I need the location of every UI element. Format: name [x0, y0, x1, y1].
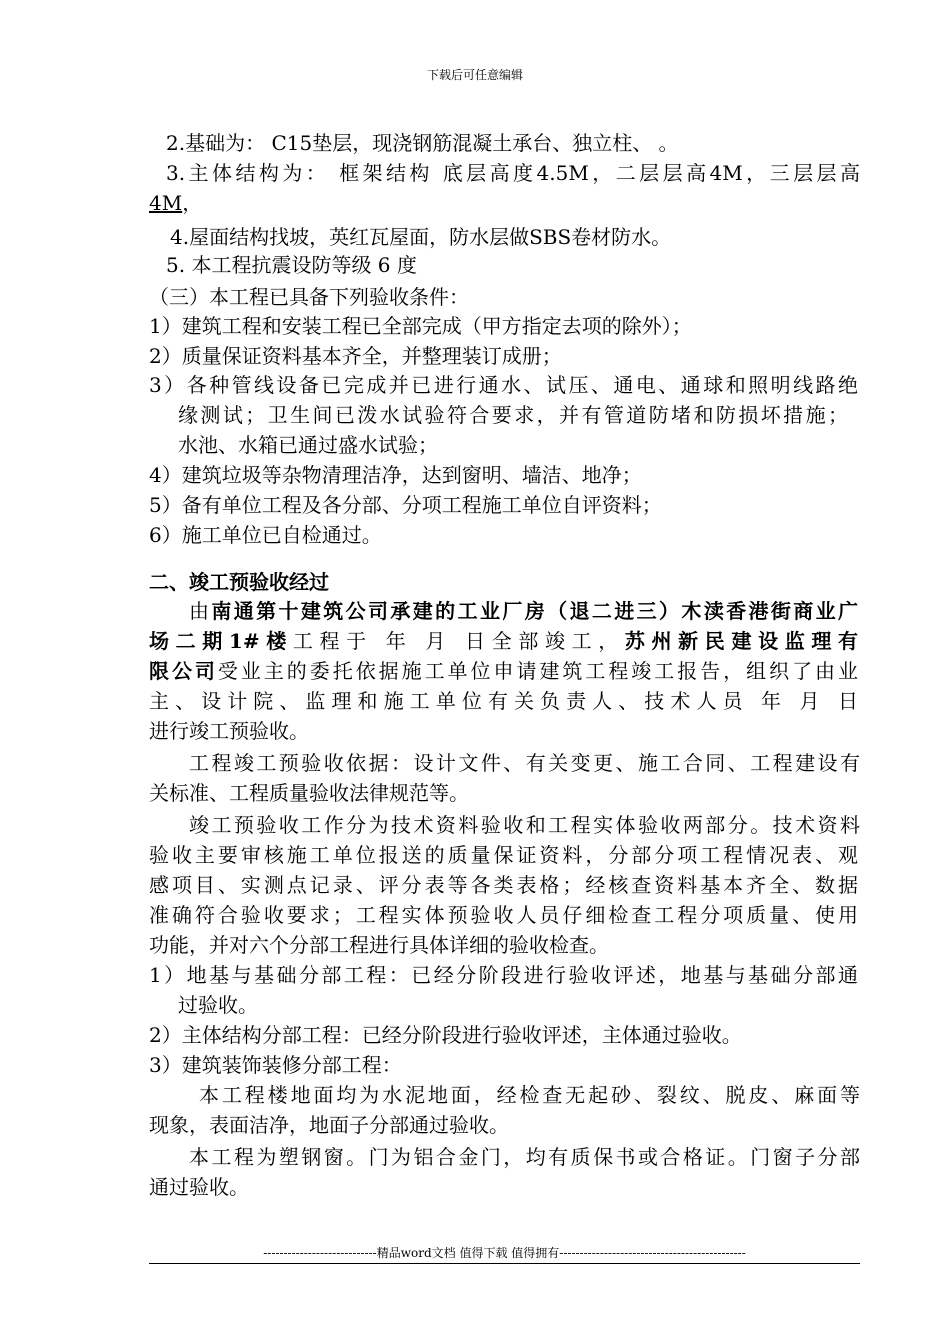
text-line: 1）地基与基础分部工程：已经分阶段进行验收评述，地基与基础分部通 [149, 963, 858, 987]
text-span: 由 [189, 599, 212, 623]
text-line: 2）主体结构分部工程：已经分阶段进行验收评述，主体通过验收。 [149, 1023, 742, 1047]
text-line: 6）施工单位已自检通过。 [149, 523, 382, 547]
contractor-name: 南通第十建筑公司承建的工业厂房（退二进三）木渎香港街商业广 [211, 599, 859, 623]
text-span: 工程于 年 月 日全部竣工， [292, 629, 625, 653]
text-line: 工程竣工预验收依据：设计文件、有关变更、施工合同、工程建设有 [189, 751, 860, 775]
text-line [149, 656, 858, 686]
text-line: 2.基础为： C15垫层，现浇钢筋混凝土承台、独立柱、 。 [166, 131, 679, 155]
text-span: 受业主的委托依据施工单位申请建筑工程竣工报告，组织了由业 [217, 659, 859, 683]
text-line: 本工程为塑钢窗。门为铝合金门，均有质保书或合格证。门窗子分部 [189, 1145, 860, 1169]
text-line: 3.主体结构为： 框架结构 底层高度4.5M，二层层高4M，三层层高 [166, 161, 860, 185]
text-line: 3）建筑装饰装修分部工程： [149, 1053, 402, 1077]
text-line: 关标准、工程质量验收法律规范等。 [149, 781, 469, 805]
text-line: 5）备有单位工程及各分部、分项工程施工单位自评资料； [149, 493, 662, 517]
project-name: 场二期1#楼 [149, 629, 293, 653]
text-line: 验收主要审核施工单位报送的质量保证资料，分部分项工程情况表、观 [149, 843, 858, 867]
text-line: 主、设计院、监理和施工单位有关负责人、技术人员 年 月 日 [149, 689, 858, 713]
text-line: 现象，表面洁净，地面子分部通过验收。 [149, 1113, 509, 1137]
text-line: （三）本工程已具备下列验收条件： [149, 285, 469, 309]
text-line: 水池、水箱已通过盛水试验； [178, 433, 438, 457]
page-footer: ----------------------------精品word文档 值得下载 值得拥有---------------------------------------------- [263, 1246, 746, 1260]
supervisor-name: 苏州新民建设监理有 [624, 629, 858, 653]
text-line: 1）建筑工程和安装工程已全部完成（甲方指定去项的除外）； [149, 314, 692, 338]
text-line [149, 626, 858, 656]
text-line: 感项目、实测点记录、评分表等各类表格；经核查资料基本齐全、数据 [149, 873, 858, 897]
page-header: 下载后可任意编辑 [426, 68, 523, 82]
section-heading: 二、竣工预验收经过 [149, 570, 329, 594]
text-line [149, 596, 858, 626]
underlined-text: 4M [149, 191, 183, 215]
text-line: 2）质量保证资料基本齐全，并整理装订成册； [149, 344, 562, 368]
text-line: 4）建筑垃圾等杂物清理洁净，达到窗明、墙洁、地净； [149, 463, 642, 487]
text-line: 通过验收。 [149, 1175, 249, 1199]
text-span: ， [182, 191, 203, 215]
text-line: 本工程楼地面均为水泥地面，经检查无起砂、裂纹、脱皮、麻面等 [199, 1083, 860, 1107]
text-line: 缘测试；卫生间已泼水试验符合要求，并有管道防堵和防损坏措施； [178, 403, 848, 427]
footer-rule [149, 1263, 860, 1264]
text-line: 3）各种管线设备已完成并已进行通水、试压、通电、通球和照明线路绝 [149, 373, 858, 397]
text-line: 5. 本工程抗震设防等级 6 度 [166, 253, 417, 277]
text-line: 功能，并对六个分部工程进行具体详细的验收检查。 [149, 933, 609, 957]
text-line: 过验收。 [178, 993, 258, 1017]
text-line: 竣工预验收工作分为技术资料验收和工程实体验收两部分。技术资料 [189, 813, 860, 837]
text-line: 准确符合验收要求；工程实体预验收人员仔细检查工程分项质量、使用 [149, 903, 858, 927]
text-line: 进行竣工预验收。 [149, 719, 309, 743]
text-line: 4.屋面结构找坡，英红瓦屋面，防水层做SBS卷材防水。 [170, 225, 672, 249]
text-line [149, 188, 202, 218]
supervisor-name-cont: 限公司 [149, 659, 218, 683]
